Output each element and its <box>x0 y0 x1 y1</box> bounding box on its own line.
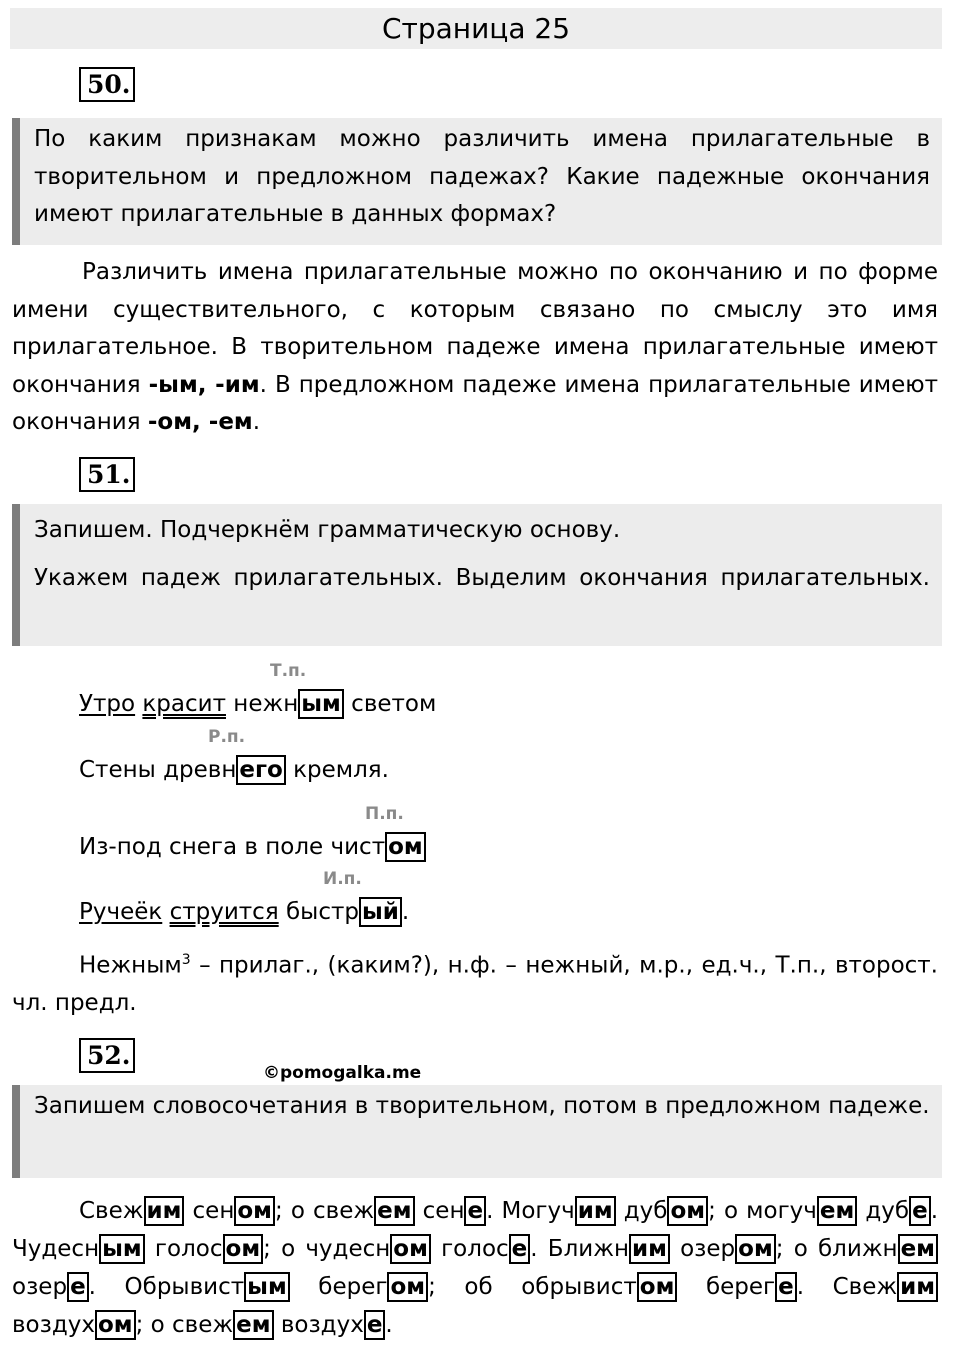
phrase-text: озер <box>12 1274 68 1300</box>
phrase-text: Свеж <box>79 1198 144 1224</box>
phrase-text: ; о ближн <box>775 1236 898 1262</box>
phrase-text: озер <box>669 1236 736 1262</box>
ending-box: ый <box>359 897 402 927</box>
predicate-underline: струится <box>169 899 279 925</box>
phrase-text: . Свеж <box>796 1274 898 1300</box>
ending-box: им <box>897 1272 938 1302</box>
sentence-line-3: Из-под снега в поле чист ом <box>79 832 426 862</box>
ending-box: ом <box>390 1234 431 1264</box>
ending-box: ом <box>234 1196 275 1226</box>
phrase-text: голос <box>430 1236 509 1262</box>
task-number-51: 51. <box>79 457 135 492</box>
endings-instrumental: -ым, -им <box>148 371 260 398</box>
phrase-text: ; об обрывист <box>428 1274 637 1300</box>
phrase-text: . <box>385 1312 393 1338</box>
phrase-text: сен <box>184 1198 235 1224</box>
ending-box: ом <box>667 1196 708 1226</box>
ending-box: е <box>67 1272 89 1302</box>
instruction-text-52: Запишем словосочетания в творительном, потом в предложном падеже. <box>34 1093 930 1119</box>
task-number-50: 50. <box>79 67 135 102</box>
ending-box: ым <box>298 689 344 719</box>
question-box-50 <box>12 118 942 245</box>
phrase-text: . Ближн <box>530 1236 629 1262</box>
case-label: И.п. <box>323 869 362 889</box>
ending-box: е <box>464 1196 486 1226</box>
phrase-text: ; о чудесн <box>263 1236 391 1262</box>
phrase-text: . Обрывист <box>88 1274 245 1300</box>
ending-box: ом <box>385 832 426 862</box>
instruction-box-52 <box>12 1085 942 1178</box>
ending-box: им <box>629 1234 670 1264</box>
page-title: Страница 25 <box>10 8 942 49</box>
subject-underline: Утро <box>79 691 136 717</box>
task-number-52: 52. <box>79 1038 135 1073</box>
ending-box: ем <box>374 1196 414 1226</box>
ending-box: е <box>909 1196 931 1226</box>
phrases-text-52 <box>12 1192 938 1344</box>
case-label: П.п. <box>365 804 404 824</box>
ending-box: ом <box>95 1310 136 1340</box>
phrase-text: ; о свеж <box>274 1198 375 1224</box>
ending-box: ом <box>637 1272 678 1302</box>
endings-prepositional: -ом, -ем <box>147 409 253 435</box>
ending-box: ом <box>735 1234 776 1264</box>
predicate-underline: красит <box>142 691 226 717</box>
instruction-line-2: Укажем падеж прилагательных. Выделим окончания прилагательных. <box>34 564 930 591</box>
sentence-line-2: Стены древн его кремля. <box>79 757 389 783</box>
ending-box: ым <box>244 1272 290 1302</box>
ending-box: е <box>775 1272 797 1302</box>
ending-box: ом <box>223 1234 264 1264</box>
phrase-text: ; о свеж <box>135 1312 234 1338</box>
ending-box: е <box>364 1310 386 1340</box>
case-label: Р.п. <box>208 727 246 747</box>
phrase-text: берег <box>289 1274 388 1300</box>
phrase-text: воздух <box>12 1312 95 1338</box>
instruction-line-1: Запишем. Подчеркнём грамматическую основу. <box>34 517 621 543</box>
phrase-text: голос <box>144 1236 223 1262</box>
instruction-box-51 <box>12 504 942 646</box>
question-text-50: По каким признакам можно различить имена прилагательные в творительном и предложном падежах? Какие падежные окончания имеют прилагательные в данных формах? <box>34 126 930 227</box>
sentence-line-4: Ручеёк струится быстр ый . <box>79 899 410 925</box>
ending-box: е <box>509 1234 531 1264</box>
phrase-text: воздух <box>273 1312 364 1338</box>
phrase-text: берег <box>677 1274 776 1300</box>
phrase-text: сен <box>414 1198 465 1224</box>
ending-box: ым <box>99 1234 145 1264</box>
copyright-watermark: ©pomogalka.me <box>263 1063 422 1083</box>
phrase-text: . Могуч <box>486 1198 575 1224</box>
sentence-line-1: Утро красит нежн ым светом <box>79 691 437 717</box>
ending-box: ем <box>817 1196 857 1226</box>
ending-box: ом <box>387 1272 428 1302</box>
phrase-text: . Чудесн <box>12 1198 939 1262</box>
ending-box: им <box>575 1196 616 1226</box>
ending-box: им <box>144 1196 185 1226</box>
ending-box: его <box>236 755 285 785</box>
subject-underline: Ручеёк <box>79 899 163 925</box>
answer-text-50: Различить имена прилагательные можно по окончанию и по форме имени существительного, с которым связано по смыслу это имя прилагательное. В творительном падеже имена прилагательные имеют окончания -ым, -им. В предложном падеже имена прилагательные имеют окончания -ом, -ем. <box>12 259 939 435</box>
ending-box: ем <box>898 1234 938 1264</box>
phrase-text: ; о могуч <box>708 1198 817 1224</box>
word-analysis: Нежным$^3$ – прилаг., (каким?), н.ф. – нежный, м.р., ед.ч., Т.п., второст. чл. предл. <box>12 952 938 1017</box>
phrase-text: дуб <box>857 1198 910 1224</box>
phrase-text: дуб <box>615 1198 668 1224</box>
ending-box: ем <box>233 1310 273 1340</box>
case-label: Т.п. <box>270 661 307 681</box>
